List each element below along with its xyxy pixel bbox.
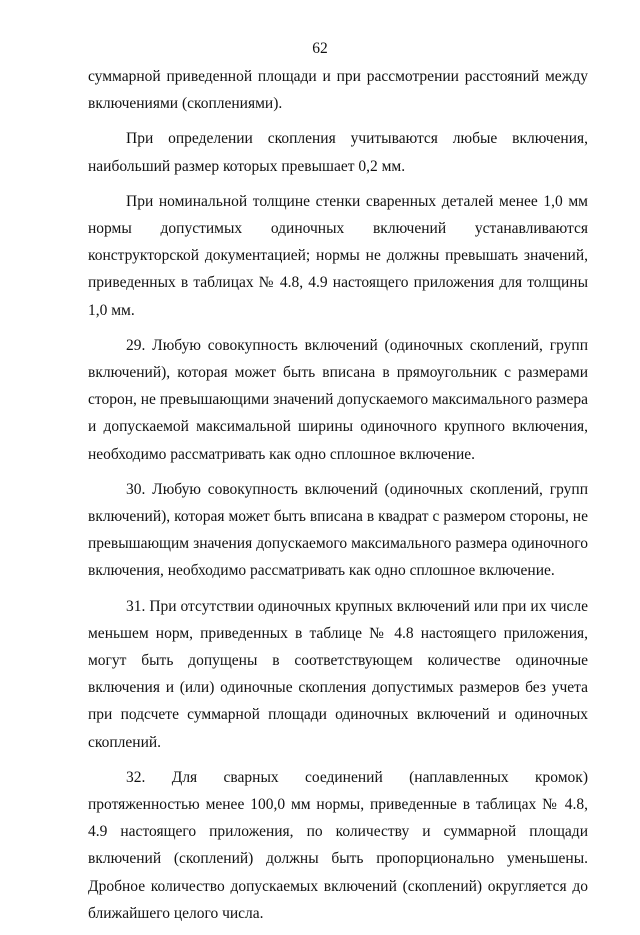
document-body [88,63,588,935]
paragraph-item-29: 29. Любую совокупность включений (одиночных скоплений, групп включений), которая может быть вписана в прямоугольник с размерами сторон, не превышающими значений допускаемого максимального размера и допускаемой максимальной ширины одиночного крупного включения, необходимо рассматривать как одно сплошное включение. [88,336,588,463]
paragraph-cluster-definition: При определении скопления учитываются любые включения, наибольший размер которых превышает 0,2 мм. [88,130,588,175]
paragraph-item-32: 32. Для сварных соединений (наплавленных кромок) протяженностью менее 100,0 мм нормы, приведенные в таблицах № 4.8, 4.9 настоящего приложения, по количеству и суммарной площади включений (скоплений) должны быть пропорционально уменьшены. Дробное количество допускаемых включений (скоплений) округляется до ближайшего целого числа. [88,768,588,922]
paragraph-item-30: 30. Любую совокупность включений (одиночных скоплений, групп включений), которая может быть вписана в квадрат с размером стороны, не превышающим значения допускаемого максимального размера одиночного включения, необходимо рассматривать как одно сплошное включение. [88,480,588,580]
paragraph-item-31: 31. При отсутствии одиночных крупных включений или при их числе меньшем норм, приведенных в таблице № 4.8 настоящего приложения, могут быть допущены в соответствующем количестве одиночные включения и (или) одиночные скопления допустимых размеров без учета при подсчете суммарной площади одиночных включений и одиночных скоплений. [88,597,588,751]
page-number: 62 [312,40,328,57]
paragraph-continuation: суммарной приведенной площади и при рассмотрении расстояний между включениями (скоплениями). [88,68,588,113]
paragraph-thin-wall-norms: При номинальной толщине стенки сваренных деталей менее 1,0 мм нормы допустимых одиночных включений устанавливаются конструкторской документацией; нормы не должны превышать значений, приведенных в таблицах № 4.8, 4.9 настоящего приложения для толщины 1,0 мм. [88,192,588,319]
